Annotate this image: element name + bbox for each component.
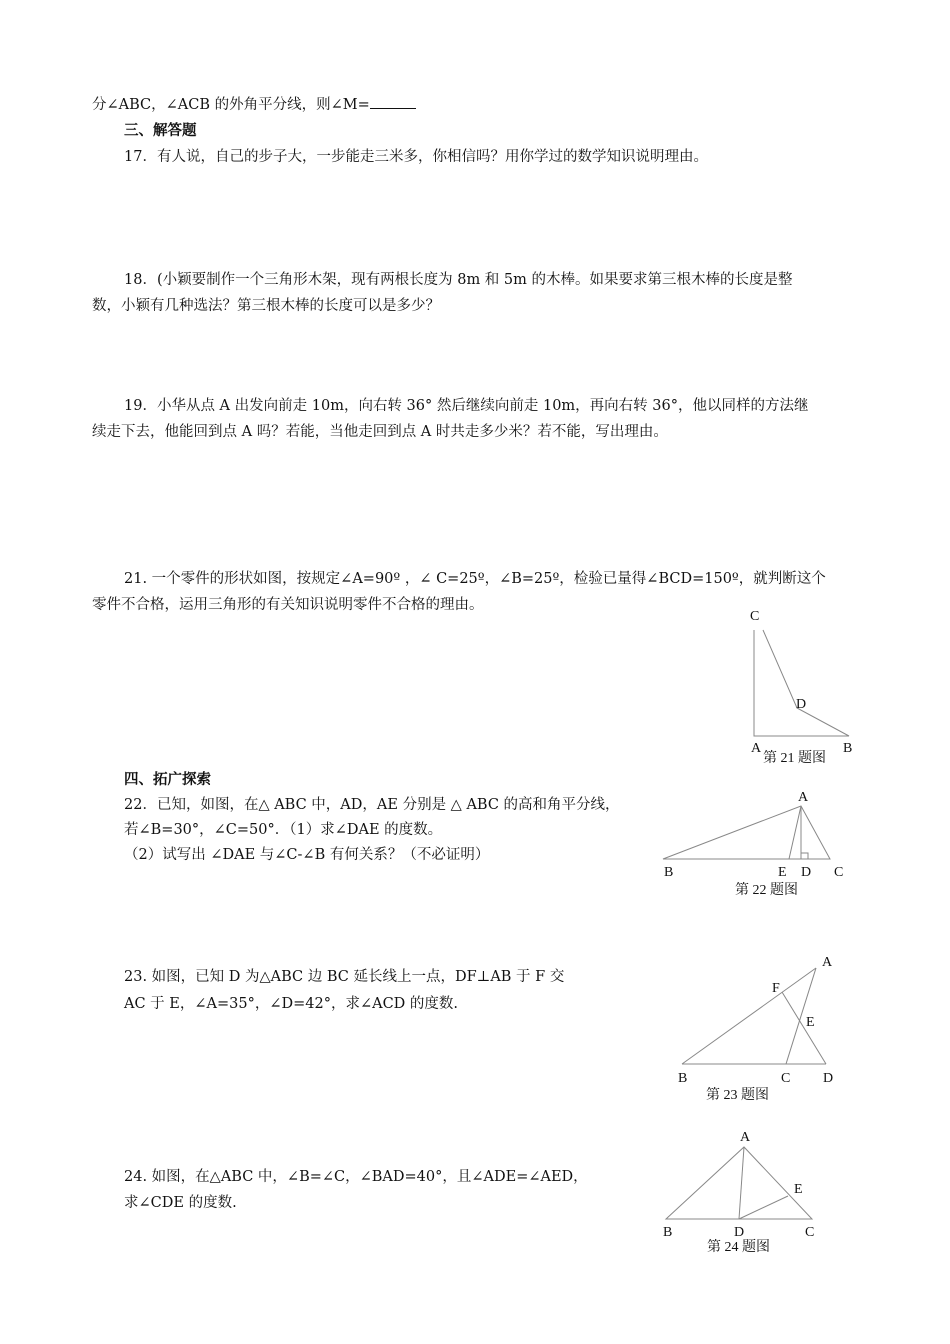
question-22-line2: 若∠B=30°，∠C=50°．（1）求∠DAE 的度数。 bbox=[124, 822, 443, 838]
figure-22 bbox=[663, 790, 843, 898]
question-23-line1: 23. 如图，已知 D 为△ABC 边 BC 延长线上一点，DF⊥AB 于 F 交 bbox=[124, 969, 565, 985]
fig23-label-a: A bbox=[822, 955, 833, 970]
fig24-line-ad bbox=[739, 1147, 744, 1219]
fig24-label-d: D bbox=[734, 1225, 745, 1240]
fig23-label-e: E bbox=[806, 1015, 815, 1030]
question-21-line2: 零件不合格，运用三角形的有关知识说明零件不合格的理由。 bbox=[92, 597, 484, 613]
fig22-label-e: E bbox=[778, 865, 787, 880]
fig23-line-fd bbox=[782, 992, 826, 1064]
fig24-label-a: A bbox=[740, 1130, 751, 1145]
fig22-label-b: B bbox=[664, 865, 674, 880]
fig23-label-c: C bbox=[781, 1071, 791, 1086]
section-heading-extension: 四、拓广探索 bbox=[124, 771, 211, 788]
figure-23 bbox=[678, 955, 833, 1103]
fig24-label-e: E bbox=[794, 1182, 803, 1197]
fig22-bisector-ae bbox=[789, 806, 801, 859]
fig23-caption: 第 23 题图 bbox=[706, 1088, 769, 1103]
fig24-label-c: C bbox=[805, 1225, 815, 1240]
question-18-line1: 18．(小颖要制作一个三角形木架，现有两根长度为 8m 和 5m 的木棒。如果要求第三根木棒的长度是整 bbox=[124, 272, 793, 288]
fig22-label-a: A bbox=[798, 790, 809, 805]
fig24-line-de bbox=[739, 1196, 788, 1219]
fig23-line-ba bbox=[682, 968, 816, 1064]
question-24-line2: 求∠CDE 的度数. bbox=[124, 1195, 237, 1211]
question-24-line1: 24. 如图，在△ABC 中，∠B=∠C，∠BAD=40°，且∠ADE=∠AED， bbox=[124, 1169, 588, 1185]
previous-question-text: 分∠ABC，∠ACB 的外角平分线，则∠M= bbox=[92, 97, 370, 113]
fig21-label-d: D bbox=[796, 697, 807, 712]
fig21-label-a: A bbox=[751, 741, 762, 756]
question-22-line1: 22．已知，如图，在△ ABC 中，AD，AE 分别是 △ ABC 的高和角平分线， bbox=[124, 797, 620, 813]
fig23-label-b: B bbox=[678, 1071, 688, 1086]
fig23-label-f: F bbox=[772, 981, 780, 996]
question-18-line2: 数，小颖有几种选法？第三根木棒的长度可以是多少？ bbox=[92, 298, 440, 314]
fig22-triangle bbox=[663, 806, 830, 859]
question-21-line1: 21. 一个零件的形状如图，按规定∠A=90º ，∠ C=25º，∠B=25º，检验已量得∠BCD=150º，就判断这个 bbox=[124, 571, 826, 587]
fig21-label-b: B bbox=[843, 741, 853, 756]
figure-21 bbox=[750, 609, 852, 766]
fig22-right-angle-mark bbox=[801, 853, 808, 859]
fig24-triangle bbox=[666, 1147, 812, 1219]
fig22-label-d: D bbox=[801, 865, 812, 880]
figure-24 bbox=[663, 1130, 814, 1255]
question-23-line2: AC 于 E，∠A=35°，∠D=42°，求∠ACD 的度数. bbox=[124, 996, 459, 1012]
fig24-label-b: B bbox=[663, 1225, 673, 1240]
fig22-caption: 第 22 题图 bbox=[735, 883, 798, 898]
question-17: 17．有人说，自己的步子大，一步能走三米多，你相信吗？用你学过的数学知识说明理由。 bbox=[124, 149, 708, 165]
fig21-shape bbox=[754, 630, 849, 736]
fig22-label-c: C bbox=[834, 865, 844, 880]
question-19-line1: 19．小华从点 A 出发向前走 10m，向右转 36° 然后继续向前走 10m，再向右转 36°，他以同样的方法继 bbox=[124, 398, 809, 414]
fig21-label-c: C bbox=[750, 609, 760, 624]
section-heading-answers: 三、解答题 bbox=[124, 122, 197, 139]
fig21-caption: 第 21 题图 bbox=[763, 751, 826, 766]
question-19-line2: 续走下去，他能回到点 A 吗？若能，当他走回到点 A 时共走多少米？若不能，写出理由。 bbox=[92, 424, 668, 440]
fig23-label-d: D bbox=[823, 1071, 834, 1086]
question-22-line3: （2）试写出 ∠DAE 与∠C-∠B 有何关系？（不必证明） bbox=[124, 847, 490, 863]
fig24-caption: 第 24 题图 bbox=[707, 1240, 770, 1255]
